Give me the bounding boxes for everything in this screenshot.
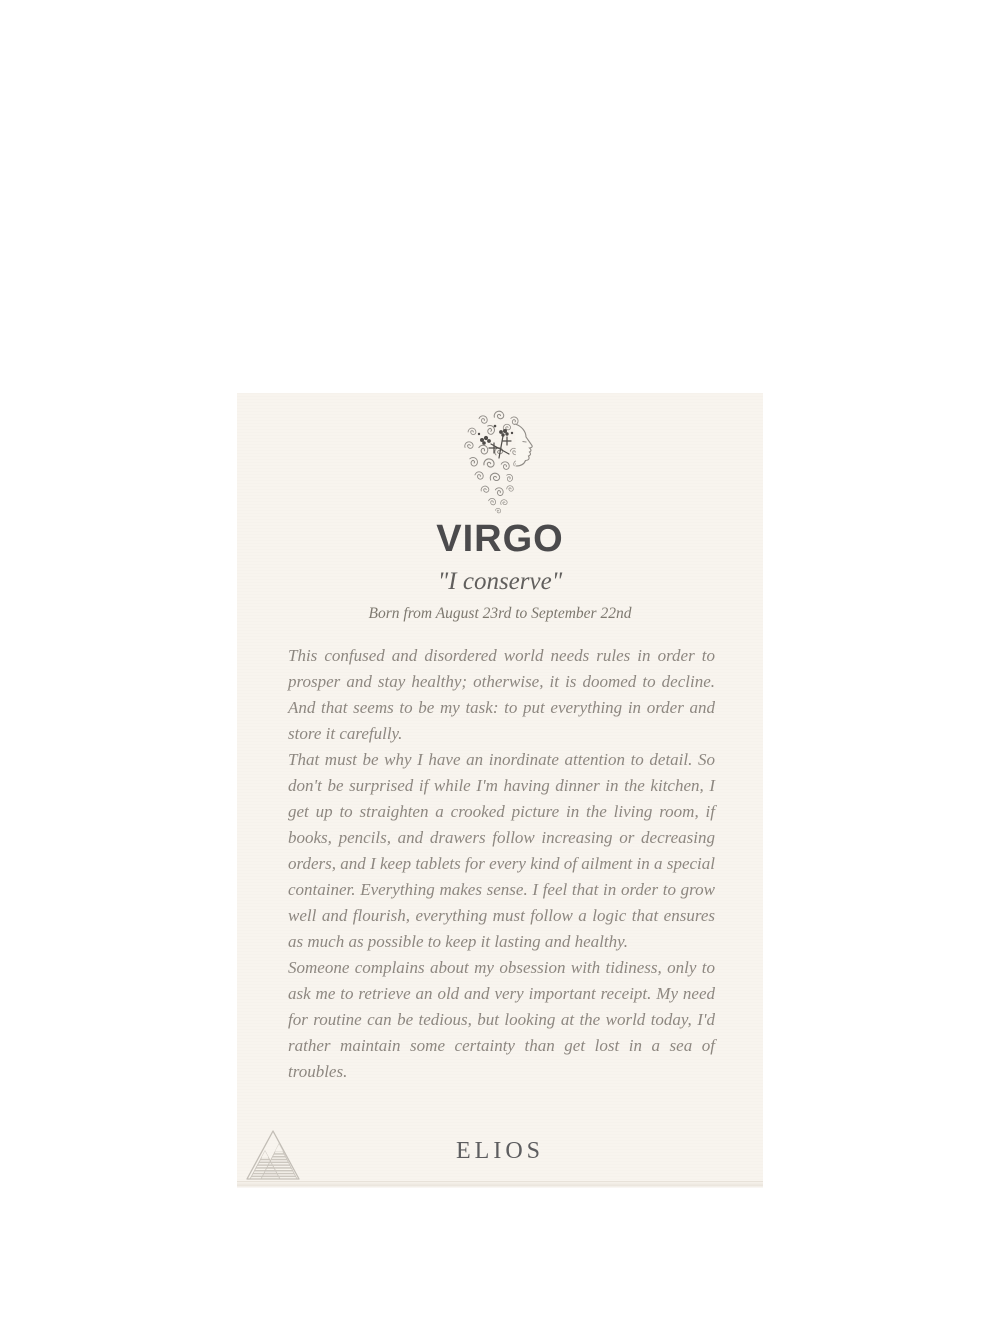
flower-stems [489, 436, 511, 458]
sign-description [237, 643, 763, 1085]
face-profile [515, 424, 532, 466]
zodiac-card [237, 393, 763, 1188]
sign-date-range: Born from August 23rd to September 22nd [368, 605, 632, 622]
description-paragraph: That must be why I have an inordinate attention to detail. So don't be surprised if while I'm having dinner in the kitchen, I get up to straighten a crooked picture in the living room, if books, pencils, and drawers follow increasing or decreasing orders, and I keep tablets for every kind of ailment in a special container. Everything makes sense. I feel that in order to grow well and flourish, everything must follow a logic that ensures as much as possible to keep it lasting and healthy. [288, 750, 715, 951]
sign-motto: "I conserve" [437, 568, 563, 595]
brand-name: ELIOS [456, 1138, 544, 1164]
description-paragraph: Someone complains about my obsession with tidiness, only to ask me to retrieve an old and very important receipt. My need for routine can be tedious, but looking at the world today, I'd rather maintain some certainty than get lost in a sea of troubles. [288, 958, 715, 1081]
sign-title: VIRGO [436, 518, 564, 560]
description-paragraph: This confused and disordered world needs rules in order to prosper and stay healthy; otherwise, it is doomed to decline. And that seems to be my task: to put everything in order and store it carefully. [288, 646, 715, 743]
virgo-maiden-illustration-icon [459, 408, 541, 516]
